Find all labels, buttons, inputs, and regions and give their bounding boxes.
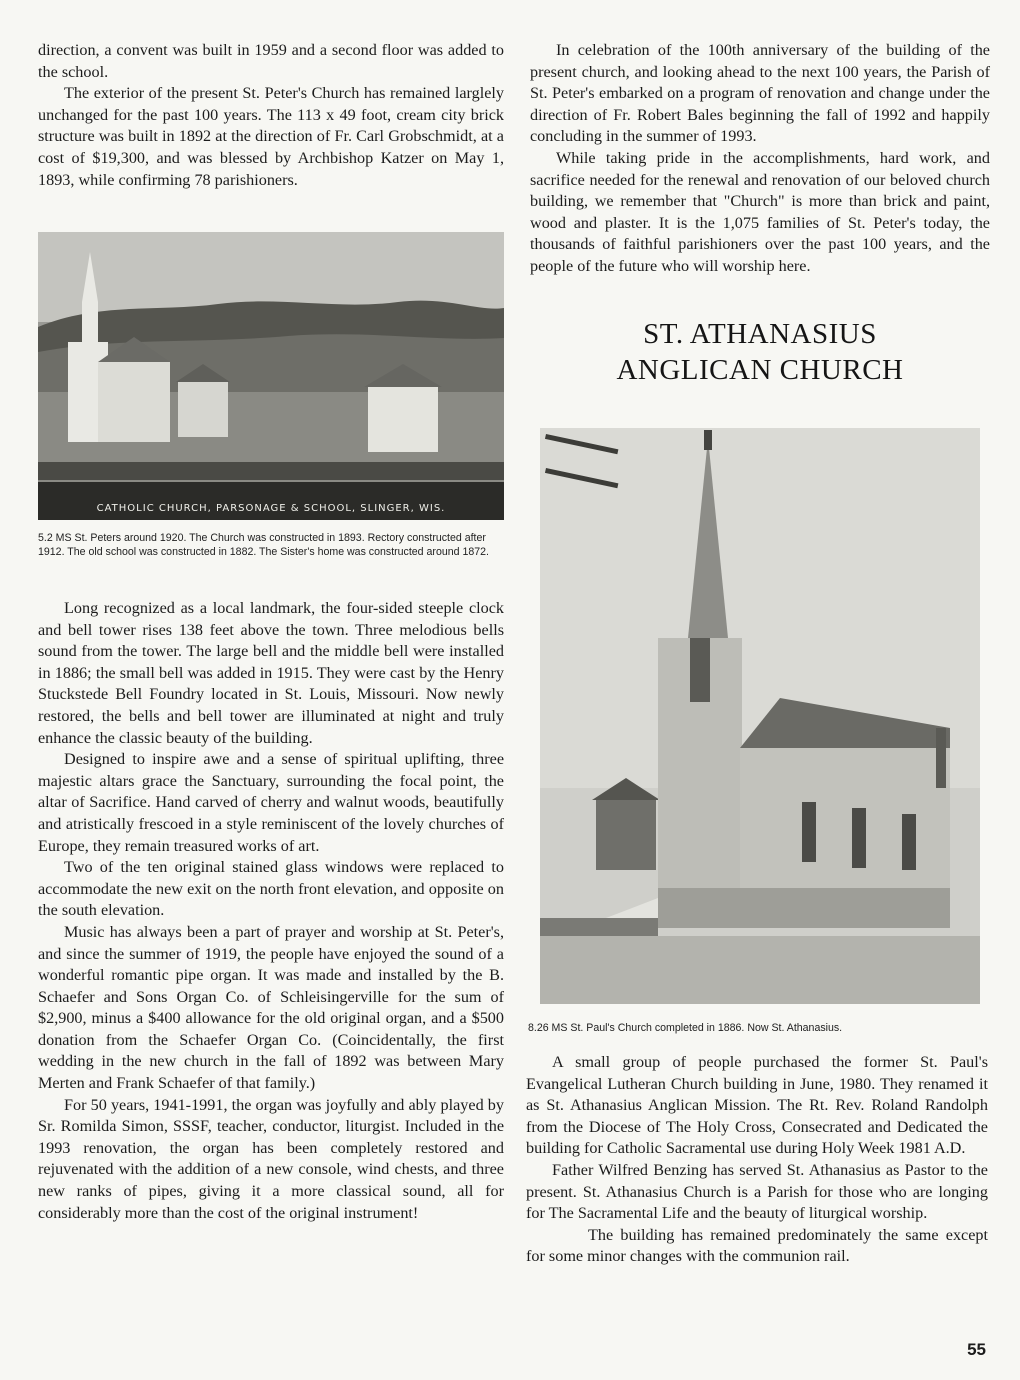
photo-caption: 8.26 MS St. Paul's Church completed in 1886. Now St. Athanasius.: [528, 1022, 843, 1034]
photo-st-peters-1920: [38, 232, 504, 520]
paragraph: A small group of people purchased the former St. Paul's Evangelical Lutheran Church building in June, 1980. They renamed it as St. Athanasius Anglican Mission. The Rt. Rev. Roland Randolph from the Diocese of The Holy Cross, Consecrated and Dedicated the building for Catholic Sacramental use during Holy Week 1981 A.D.: [526, 1053, 988, 1158]
paragraph: The building has remained predominately the same except for some minor changes with the communion rail.: [526, 1225, 988, 1266]
section-title: [530, 316, 990, 388]
photo-caption: 5.2 MS St. Peters around 1920. The Church was constructed in 1893. Rectory constructed after 1912. The old school was constructed in 1882. The Sister's home was constructed around 1872.: [38, 532, 489, 558]
section-title-line: ST. ATHANASIUS: [643, 318, 877, 350]
paragraph: For 50 years, 1941-1991, the organ was joyfully and ably played by Sr. Romilda Simon, SSSF, teacher, conductor, liturgist. Included in the 1993 renovation, the organ has been completely restored and rejuvenated with the addition of a new console, wind chests, and three new ranks of pipes, giving it a more classical sound, all for considerably more than the cost of the original instrument!: [38, 1095, 504, 1222]
photo-illustration: [38, 232, 504, 520]
left-column-bottom: [38, 598, 504, 1224]
right-column-bottom: [526, 1052, 988, 1268]
page-number: 55: [967, 1340, 986, 1359]
photo-st-pauls-church: [540, 428, 980, 1004]
section-title-line: ANGLICAN CHURCH: [616, 354, 904, 386]
left-column-top: [38, 40, 504, 191]
right-column-top: [530, 40, 990, 278]
paragraph: The exterior of the present St. Peter's Church has remained larglely unchanged for the past 100 years. The 113 x 49 foot, cream city brick structure was built in 1892 at the direction of Fr. Carl Grobschmidt, at a cost of $19,300, and was blessed by Archbishop Katzer on May 1, 1893, while confirming 78 parishioners.: [38, 84, 504, 189]
photo-overlay-caption: CATHOLIC CHURCH, PARSONAGE & SCHOOL, SLINGER, WIS.: [96, 503, 446, 514]
paragraph: direction, a convent was built in 1959 and a second floor was added to the school.: [38, 41, 504, 81]
paragraph: Music has always been a part of prayer and worship at St. Peter's, and since the summer of 1919, the people have enjoyed the sound of a wonderful romantic pipe organ. It was made and installed by the B. Schaefer and Sons Organ Co. of Schleisingerville for the sum of $2,900, minus a $400 allowance for the old original organ, and a $500 donation from the Schaefer Organ Co. (Coincidentally, the first wedding in the new church in the fall of 1892 was between Mary Merten and Frank Schaefer of that family.): [38, 922, 504, 1093]
paragraph: Designed to inspire awe and a sense of spiritual uplifting, three majestic altars grace the Sanctuary, surrounding the focal point, the altar of Sacrifice. Hand carved of cherry and walnut woods, beautifully and atristically frescoed in a style reminiscent of the lovely churches of Europe, they remain treasured works of art.: [38, 750, 504, 855]
paragraph: Father Wilfred Benzing has served St. Athanasius as Pastor to the present. St. Athanasius Church is a Parish for those who are longing for The Sacramental Life and the beauty of liturgical worship.: [526, 1160, 988, 1223]
paragraph: Long recognized as a local landmark, the four-sided steeple clock and bell tower rises 138 feet above the town. Three melodious bells sound from the tower. The large bell and the middle bell were installed in 1886; the small bell was added in 1915. They were cast by the Henry Stuckstede Bell Foundry located in St. Louis, Missouri. Now newly restored, the bells and bell tower are illuminated at night and truly enhance the classic beauty of the building.: [38, 599, 504, 747]
photo-illustration: [540, 428, 980, 1004]
paragraph: While taking pride in the accomplishments, hard work, and sacrifice needed for the renewal and renovation of our beloved church building, we remember that "Church" is more than brick and paint, wood and plaster. It is the 1,075 families of St. Peter's today, the thousands of faithful parishioners over the past 100 years, and the people of the future who will worship here.: [530, 148, 990, 275]
paragraph: Two of the ten original stained glass windows were replaced to accommodate the new exit on the north front elevation, and opposite on the south elevation.: [38, 858, 504, 920]
paragraph: In celebration of the 100th anniversary of the building of the present church, and looking ahead to the next 100 years, the Parish of St. Peter's embarked on a program of renovation and change under the direction of Fr. Robert Bales beginning the fall of 1992 and happily concluding in the summer of 1993.: [530, 41, 990, 146]
